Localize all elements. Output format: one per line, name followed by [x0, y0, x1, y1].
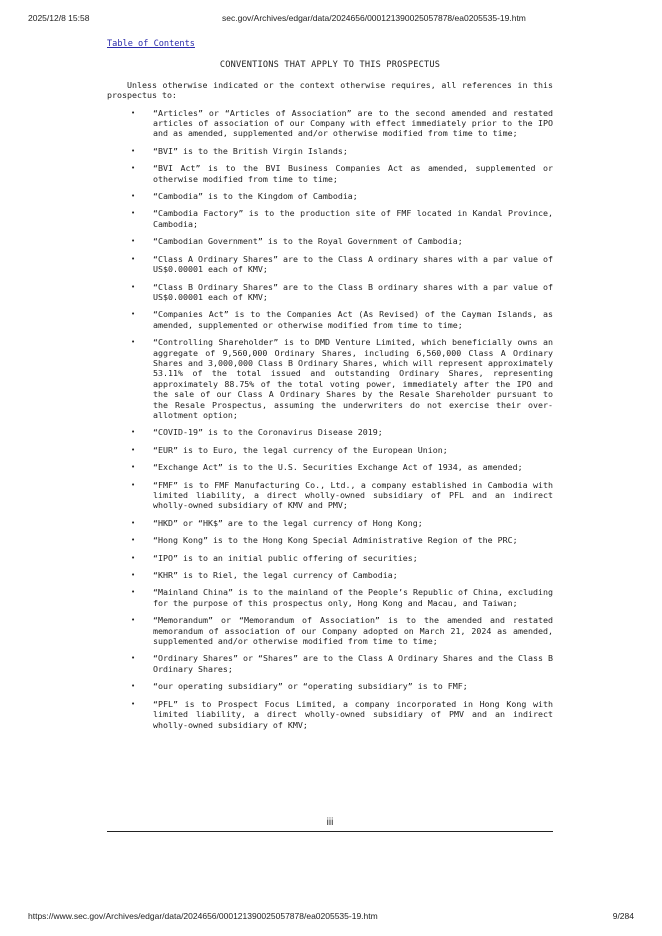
definition-item: [107, 163, 553, 184]
definition-text: “Class B Ordinary Shares” are to the Class B ordinary shares with a par value of US$0.00001 each of KMV;: [153, 281, 553, 302]
print-page-title: sec.gov/Archives/edgar/data/2024656/000121390025057878/ea0205535-19.htm: [222, 13, 526, 23]
definition-text: “Companies Act” is to the Companies Act (As Revised) of the Cayman Islands, as amended, supplemented or otherwise modified from time to time;: [153, 309, 553, 330]
bullet-icon: •: [131, 338, 136, 347]
bullet-icon: •: [131, 553, 136, 562]
definition-item: [107, 681, 553, 691]
bullet-icon: •: [131, 192, 136, 201]
definition-text: “Controlling Shareholder” is to DMD Venture Limited, which beneficially owns an aggregate of 9,560,000 Ordinary Shares, including 6,560,000 Class A Ordinary Shares and 3,000,000 Class B Ordinary Shares, which will represent approximately 53.11% of the total issued and outstanding Ordinary Shares, representing approximately 88.75% of the total voting power, immediately after the IPO and the sale of our Class A Ordinary Shares by the Resale Shareholder pursuant to the Resale Prospectus, assuming the underwriters do not exercise their over-allotment option;: [153, 337, 553, 420]
definition-text: “Mainland China” is to the mainland of the People’s Republic of China, excluding for the purpose of this prospectus only, Hong Kong and Macau, and Taiwan;: [153, 587, 553, 608]
definition-item: [107, 518, 553, 528]
definition-item: [107, 445, 553, 455]
definition-text: “Cambodia” is to the Kingdom of Cambodia;: [153, 191, 358, 202]
definition-item: [107, 480, 553, 511]
definition-item: [107, 427, 553, 437]
definition-item: [107, 462, 553, 472]
bullet-icon: •: [131, 146, 136, 155]
bullet-icon: •: [131, 682, 136, 691]
definition-item: [107, 254, 553, 275]
definition-text: “Memorandum” or “Memorandum of Association” is to the amended and restated memorandum of association of our Company adopted on March 21, 2024 as amended, supplemented and/or otherwise modified from time to time;: [153, 615, 553, 647]
bullet-icon: •: [131, 480, 136, 489]
definition-text: “FMF” is to FMF Manufacturing Co., Ltd., a company established in Cambodia with limited liability, a direct wholly-owned subsidiary of PFL and an indirect wholly-owned subsidiary of KMV and PMV;: [153, 479, 553, 511]
definition-text: “EUR” is to Euro, the legal currency of the European Union;: [153, 444, 448, 455]
definition-text: “COVID-19” is to the Coronavirus Disease 2019;: [153, 427, 383, 438]
definition-item: [107, 535, 553, 545]
definition-text: “KHR” is to Riel, the legal currency of Cambodia;: [153, 570, 398, 581]
definition-text: “IPO” is to an initial public offering of securities;: [153, 552, 418, 563]
definition-item: [107, 653, 553, 674]
bullet-icon: •: [131, 428, 136, 437]
definition-text: “PFL” is to Prospect Focus Limited, a company incorporated in Hong Kong with limited liability, a direct wholly-owned subsidiary of PMV and an indirect wholly-owned subsidiary of KMV;: [153, 698, 553, 730]
table-of-contents-link[interactable]: Table of Contents: [107, 39, 195, 49]
print-url: https://www.sec.gov/Archives/edgar/data/2024656/000121390025057878/ea0205535-19.htm: [28, 911, 378, 921]
section-heading: CONVENTIONS THAT APPLY TO THIS PROSPECTUS: [219, 60, 441, 71]
definition-text: “Ordinary Shares” or “Shares” are to the Class A Ordinary Shares and the Class B Ordinary Shares;: [153, 653, 553, 674]
definition-text: “Hong Kong” is to the Hong Kong Special Administrative Region of the PRC;: [153, 535, 518, 546]
bullet-icon: •: [131, 571, 136, 580]
definition-item: [107, 699, 553, 730]
definition-text: “Exchange Act” is to the U.S. Securities Exchange Act of 1934, as amended;: [153, 462, 523, 473]
bullet-icon: •: [131, 310, 136, 319]
definition-text: “Cambodia Factory” is to the production site of FMF located in Kandal Province, Cambodia;: [153, 208, 553, 229]
bullet-icon: •: [131, 445, 136, 454]
document-body: [107, 38, 553, 737]
bullet-icon: •: [131, 254, 136, 263]
definition-text: “BVI Act” is to the BVI Business Companies Act as amended, supplemented or otherwise modified from time to time;: [153, 163, 553, 184]
bullet-icon: •: [131, 616, 136, 625]
print-timestamp: 2025/12/8 15:58: [28, 13, 90, 23]
bullet-icon: •: [131, 588, 136, 597]
definition-text: “Articles” or “Articles of Association” are to the second amended and restated articles of association of our Company with effect immediately prior to the IPO and as amended, supplemented and/or otherwise modified from time to time;: [153, 107, 553, 139]
definition-item: [107, 337, 553, 420]
definition-text: “HKD” or “HK$” are to the legal currency of Hong Kong;: [153, 517, 423, 528]
definition-text: “Cambodian Government” is to the Royal Government of Cambodia;: [153, 236, 463, 247]
bullet-icon: •: [131, 654, 136, 663]
definition-item: [107, 309, 553, 330]
footer-rule: [107, 831, 553, 832]
definition-text: “BVI” is to the British Virgin Islands;: [153, 145, 348, 156]
definition-item: [107, 236, 553, 246]
bullet-icon: •: [131, 536, 136, 545]
bullet-icon: •: [131, 164, 136, 173]
definition-item: [107, 553, 553, 563]
definition-item: [107, 191, 553, 201]
bullet-icon: •: [131, 699, 136, 708]
definition-item: [107, 570, 553, 580]
bullet-icon: •: [131, 209, 136, 218]
bullet-icon: •: [131, 463, 136, 472]
bullet-icon: •: [131, 282, 136, 291]
bullet-icon: •: [131, 108, 136, 117]
print-page-count: 9/284: [612, 911, 634, 921]
bullet-icon: •: [131, 518, 136, 527]
bullet-icon: •: [131, 237, 136, 246]
definition-item: [107, 108, 553, 139]
page-number: iii: [326, 817, 334, 828]
definition-item: [107, 146, 553, 156]
intro-paragraph: Unless otherwise indicated or the context otherwise requires, all references in this prospectus to:: [107, 79, 553, 101]
definition-item: [107, 587, 553, 608]
definitions-list: [107, 108, 553, 730]
definition-item: [107, 208, 553, 229]
definition-item: [107, 282, 553, 303]
definition-item: [107, 615, 553, 646]
definition-text: “our operating subsidiary” or “operating subsidiary” is to FMF;: [153, 681, 468, 692]
definition-text: “Class A Ordinary Shares” are to the Class A ordinary shares with a par value of US$0.00001 each of KMV;: [153, 253, 553, 275]
